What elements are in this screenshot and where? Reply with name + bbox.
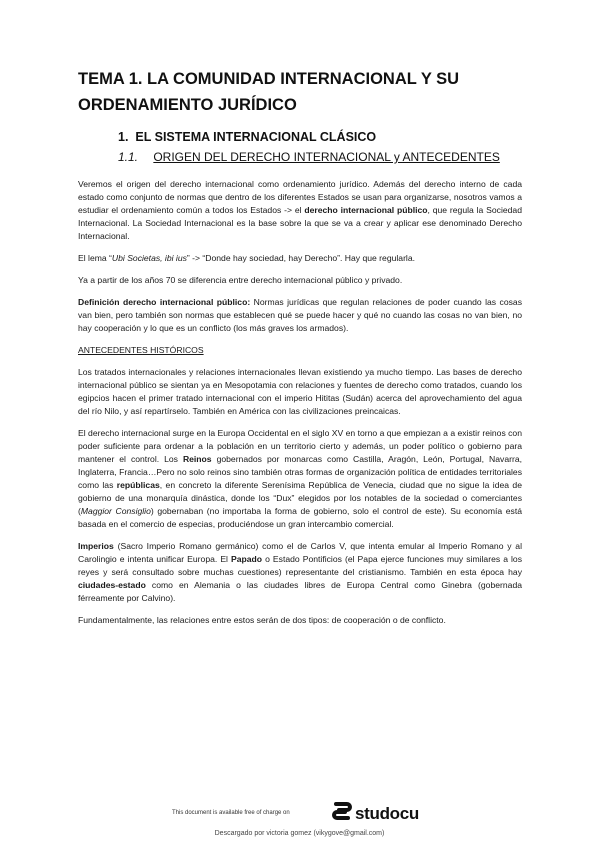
paragraph-intro (78, 178, 522, 243)
download-attribution: Descargado por victoria gomez (vikygove@gmail.com) (214, 830, 385, 837)
section-label: EL SISTEMA INTERNACIONAL CLÁSICO (135, 130, 377, 144)
italic-term: Maggior Consiglio (80, 506, 151, 516)
text-run: El derecho internacional surge en la Europa Occidental en el siglo XV en torno a que empiezan a a existir reinos con poder suficiente para ordenar a la población en un territorio cierto y además, un poder político o gobierno para mantener el control. Los (78, 428, 522, 464)
bold-term: Papado (231, 554, 263, 564)
paragraph-tratados: Los tratados internacionales y relaciones internacionales llevan existiendo ya mucho tiempo. Las bases de derecho internacional público se sientan ya en Mesopotamia con relaciones y fuentes de derecho como tratados, cuando los egipcios hacen el primer tratado internacional con el imperio Hititas (Sudán) acerca del aprovechamiento del agua del río Nilo, y así repartírselo. También en América con las civilizaciones preincaicas. (78, 367, 522, 416)
antecedentes-heading: ANTECEDENTES HISTÓRICOS (78, 345, 204, 355)
text-run: ” -> “Donde hay sociedad, hay Derecho”. Hay que regularla. (186, 253, 416, 263)
bold-term: repúblicas (116, 480, 160, 490)
text-run: como en Alemania o las ciudades libres de Europa Central como Ginebra (gobernada férreamente por Calvino). (78, 580, 522, 603)
section-number: 1. (118, 130, 129, 144)
text-run: gobernados por monarcas como Castilla, Aragón, León, Portugal, Navarra, Inglaterra, Francia…Pero no solo reinos sino también otras formas de organización política de entidades territoriales como las (78, 454, 522, 490)
studocu-logo[interactable] (332, 801, 419, 826)
text-run: El lema “ (78, 253, 112, 263)
italic-term: Ubi Societas, ibi ius (111, 253, 187, 263)
document-title: TEMA 1. LA COMUNIDAD INTERNACIONAL Y SU ORDENAMIENTO JURÍDICO (78, 70, 460, 114)
text-run: , que regula la Sociedad Internacional. La Sociedad Internacional es la base sobre la que se va a crear y aplicar ese denominado Derecho Internacional. (78, 205, 522, 241)
paragraph-70s: Ya a partir de los años 70 se diferencia entre derecho internacional público y privado. (78, 275, 403, 285)
definition-label: Definición derecho internacional público: (78, 297, 251, 307)
bold-term: ciudades-estado (78, 580, 146, 590)
studocu-brand-text: studocu (355, 803, 420, 823)
text-run: (Sacro Imperio Romano germánico) como el de Carlos V, que intenta emular al Imperio Romano y al Carolingio e intenta unificar Europa. El (78, 541, 522, 564)
text-run: Normas jurídicas que regulan relaciones de poder cuando las cosas van bien, pero también son normas que establecen qué se puede hacer y qué no cuando las cosas no van bien, no hay cooperación y lo que es un conflicto (los más graves los armados). (78, 297, 522, 333)
subsection-number: 1.1. (118, 150, 139, 164)
subsection-heading (118, 150, 500, 164)
bold-term: Reinos (182, 454, 212, 464)
text-run: , en concreto la diferente Serenísima República de Venecia, ciudad que no sigue la idea de gobierno de una monarquía dinástica, donde los “Dux” elegidos por los notables de la sociedad o comerciantes ( (78, 480, 522, 516)
paragraph-definition (78, 296, 522, 335)
studocu-s-icon (332, 801, 352, 826)
subsection-label: ORIGEN DEL DERECHO INTERNACIONAL y ANTECEDENTES (153, 150, 500, 164)
text-run: Veremos el origen del derecho internacional como ordenamiento jurídico. Además del derecho interno de cada estado como conjunto de normas que dentro de los diferentes Estados se usan para organizarse, nosotros vamos a estudiar el ordenamiento común a todos los Estados -> el (78, 179, 522, 215)
text-run: ) gobernaban (no importaba la forma de gobierno, solo el control de este). Su economía está basada en el comercio de especias, produciéndose un gran intercambio comercial. (78, 506, 522, 529)
bold-term: Imperios (78, 541, 114, 551)
paragraph-europa (78, 427, 522, 531)
document-body (78, 178, 522, 636)
bold-term: derecho internacional público (304, 205, 428, 215)
section-heading (118, 130, 376, 144)
footer-available-note: This document is available free of charge on (172, 810, 290, 816)
paragraph-lema (78, 252, 522, 265)
paragraph-fundamentalmente: Fundamentalmente, las relaciones entre estos serán de dos tipos: de cooperación o de conflicto. (78, 615, 446, 625)
paragraph-imperios (78, 540, 522, 605)
text-run: o Estado Pontificios (el Papa ejerce funciones muy similares a los reyes y será consultado sobre muchas cuestiones) representante del cristianismo. También en esta época hay (78, 554, 523, 577)
